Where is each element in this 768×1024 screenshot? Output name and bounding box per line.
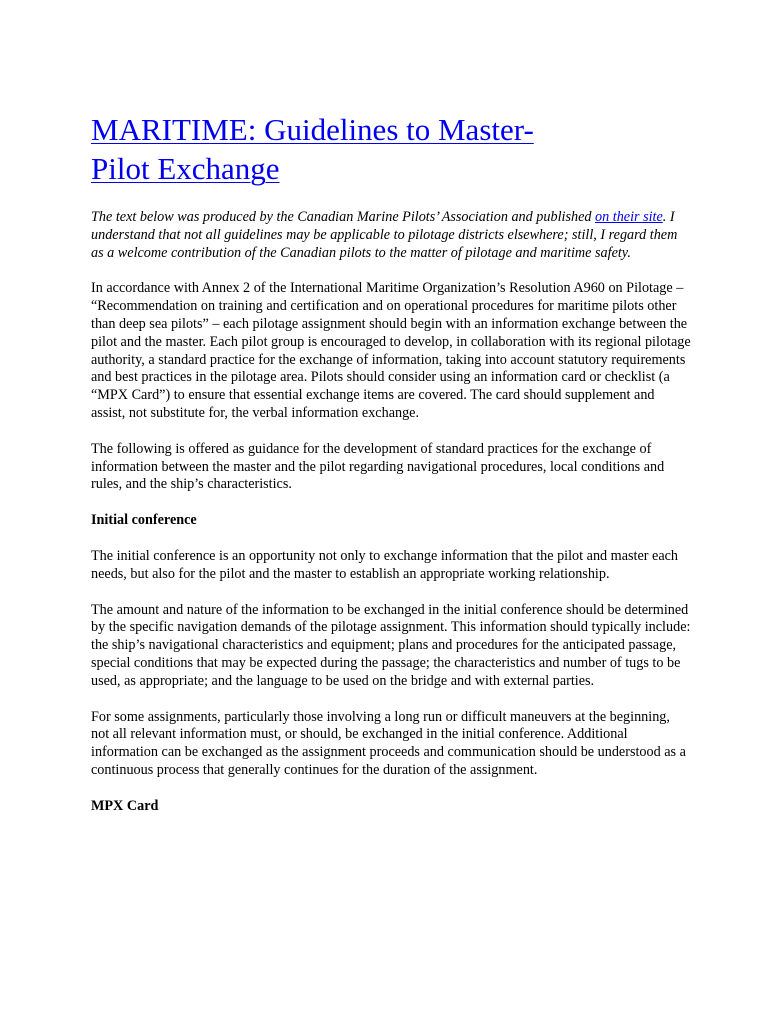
source-site-link[interactable]: on their site xyxy=(595,209,663,225)
initial-conference-paragraph-3: For some assignments, particularly those involving a long run or difficult maneuvers at the beginning, not all relevant information must, or should, be exchanged in the initial conference. Additional information can be exchanged as the assignment proceeds and communication should be understood as a continuous process that generally continues for the duration of the assignment. xyxy=(91,708,686,778)
article xyxy=(91,110,691,834)
intro-paragraph xyxy=(91,209,691,262)
intro-text-after-link: . I understand that not all guidelines may be applicable to pilotage districts elsewhere; still, I regard them as a welcome contribution of the Canadian pilots to the matter of pilotage and maritime safety. xyxy=(91,209,678,261)
title-link[interactable]: MARITIME: Guidelines to Master-Pilot Exchange xyxy=(91,112,534,186)
initial-conference-paragraph-1: The initial conference is an opportunity not only to exchange information that the pilot and master each needs, but also for the pilot and the master to establish an appropriate working relationship. xyxy=(91,547,679,582)
initial-conference-paragraph-2: The amount and nature of the information to be exchanged in the initial conference should be determined by the specific navigation demands of the pilotage assignment. This information should typically include: the ship’s navigational characteristics and equipment; plans and procedures for the anticipated passage, special conditions that may be expected during the passage; the characteristics and number of tugs to be used, as appropriate; and the language to be used on the bridge and with external parties. xyxy=(91,601,691,689)
body-paragraph-resolution: In accordance with Annex 2 of the International Maritime Organization’s Resolution A960 on Pilotage – “Recommendation on training and certification and on operational procedures for maritime pilots other than deep sea pilots” – each pilotage assignment should begin with an information exchange between the pilot and the master. Each pilot group is encouraged to develop, in collaboration with its regional pilotage authority, a standard practice for the exchange of information, taking into account statutory requirements and best practices in the pilotage area. Pilots should consider using an information card or checklist (a “MPX Card”) to ensure that essential exchange items are covered. The card should supplement and assist, not substitute for, the verbal information exchange. xyxy=(91,280,691,421)
intro-text-before-link: The text below was produced by the Canadian Marine Pilots’ Association and published xyxy=(91,209,596,225)
page-title xyxy=(91,110,571,188)
section-heading-initial-conference: Initial conference xyxy=(91,512,197,529)
section-heading-mpx-card: MPX Card xyxy=(91,797,159,814)
body-paragraph-guidance: The following is offered as guidance for the development of standard practices for the exchange of information between the master and the pilot regarding navigational procedures, local conditions and rules, and the ship’s characteristics. xyxy=(91,440,665,493)
